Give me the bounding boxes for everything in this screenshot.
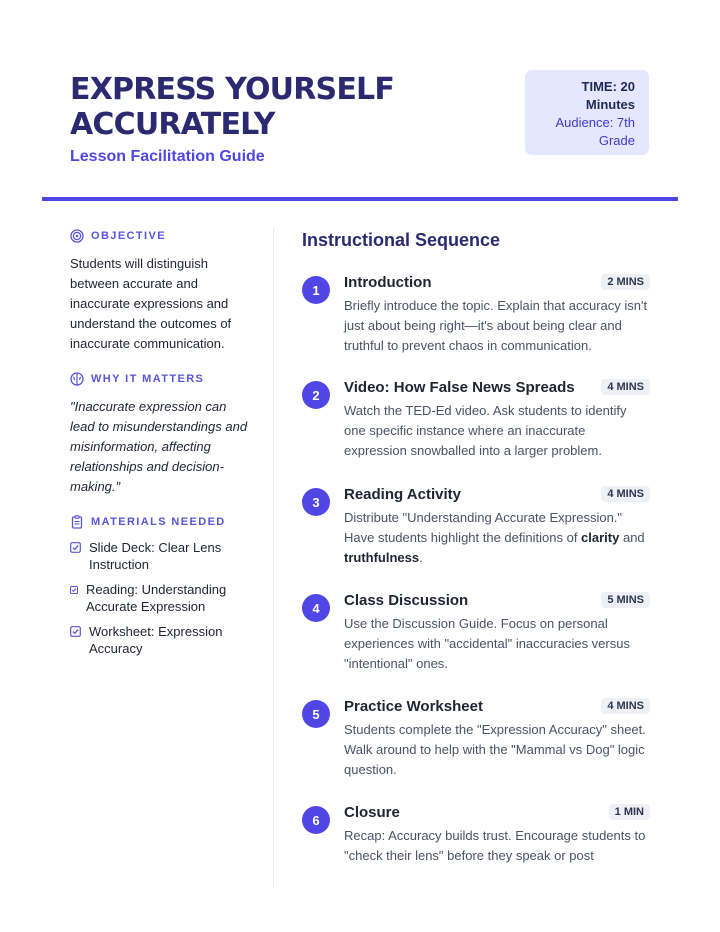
materials-section (70, 514, 250, 665)
time-label: TIME: 20 Minutes (581, 79, 635, 112)
lesson-info-box (525, 70, 649, 155)
step-number: 3 (302, 488, 330, 516)
audience-label: Audience: 7th Grade (555, 115, 635, 148)
keyword-clarity: clarity (581, 530, 620, 545)
step-number: 6 (302, 806, 330, 834)
why-heading: WHY IT MATTERS (91, 373, 205, 385)
step-description: Briefly introduce the topic. Explain that accuracy isn't just about being right—it's about being clear and truthful to prevent chaos in communication. (344, 298, 648, 353)
step-title: Video: How False News Spreads (344, 378, 575, 396)
step-title: Reading Activity (344, 485, 461, 503)
list-item (70, 581, 250, 615)
checkbox-icon (70, 542, 81, 553)
duration-badge: 1 MIN (609, 804, 650, 820)
brain-icon (70, 372, 84, 386)
duration-badge: 2 MINS (601, 274, 650, 290)
step-title: Practice Worksheet (344, 697, 483, 715)
step-description: Recap: Accuracy builds trust. Encourage students to "check their lens" before they speak or post (344, 828, 646, 863)
checkbox-icon (70, 586, 78, 594)
step-description-text: and (619, 530, 645, 545)
step-description-text: . (419, 550, 423, 565)
step-title: Closure (344, 803, 400, 821)
duration-badge: 5 MINS (601, 592, 650, 608)
step-description: Students complete the "Expression Accuracy" sheet. Walk around to help with the "Mammal vs Dog" logic question. (344, 722, 646, 777)
step-description: Use the Discussion Guide. Focus on personal experiences with "accidental" inaccuracies versus "intentional" ones. (344, 616, 630, 671)
duration-badge: 4 MINS (601, 379, 650, 395)
target-icon (70, 229, 84, 243)
column-divider (273, 228, 274, 888)
step-title: Introduction (344, 273, 432, 291)
checkbox-icon (70, 626, 81, 637)
step-description: Watch the TED-Ed video. Ask students to identify one specific instance where an inaccurate expression snowballed into a larger problem. (344, 403, 627, 458)
page-title: EXPRESS YOURSELF ACCURATELY (70, 72, 395, 142)
step-description (344, 508, 650, 568)
duration-badge: 4 MINS (601, 698, 650, 714)
step-number: 4 (302, 594, 330, 622)
step-description-text: Distribute "Understanding Accurate Expression." Have students highlight the definitions of (344, 510, 623, 545)
sequence-title: Instructional Sequence (302, 230, 501, 250)
step-number: 1 (302, 276, 330, 304)
page-subtitle: Lesson Facilitation Guide (70, 148, 265, 165)
material-label: Slide Deck: Clear Lens Instruction (89, 540, 222, 572)
material-label: Worksheet: Expression Accuracy (89, 624, 223, 656)
list-item (70, 539, 250, 573)
header-divider (42, 197, 678, 201)
step-number: 5 (302, 700, 330, 728)
clipboard-icon (70, 515, 84, 529)
sequence-section (302, 230, 650, 251)
objective-heading: OBJECTIVE (91, 230, 166, 242)
objective-text: Students will distinguish between accurate and inaccurate expressions and understand the outcomes of inaccurate communication. (70, 256, 232, 351)
step-title: Class Discussion (344, 591, 469, 609)
materials-list (70, 539, 250, 657)
why-quote: "Inaccurate expression can lead to misunderstandings and misinformation, affecting relationships and decision-making." (70, 399, 248, 494)
list-item (70, 623, 250, 657)
keyword-truthfulness: truthfulness (344, 550, 420, 565)
why-section (70, 371, 250, 497)
material-label: Reading: Understanding Accurate Expression (86, 582, 227, 614)
objective-section (70, 228, 250, 354)
duration-badge: 4 MINS (601, 486, 650, 502)
materials-heading: MATERIALS NEEDED (91, 516, 226, 528)
step-number: 2 (302, 381, 330, 409)
